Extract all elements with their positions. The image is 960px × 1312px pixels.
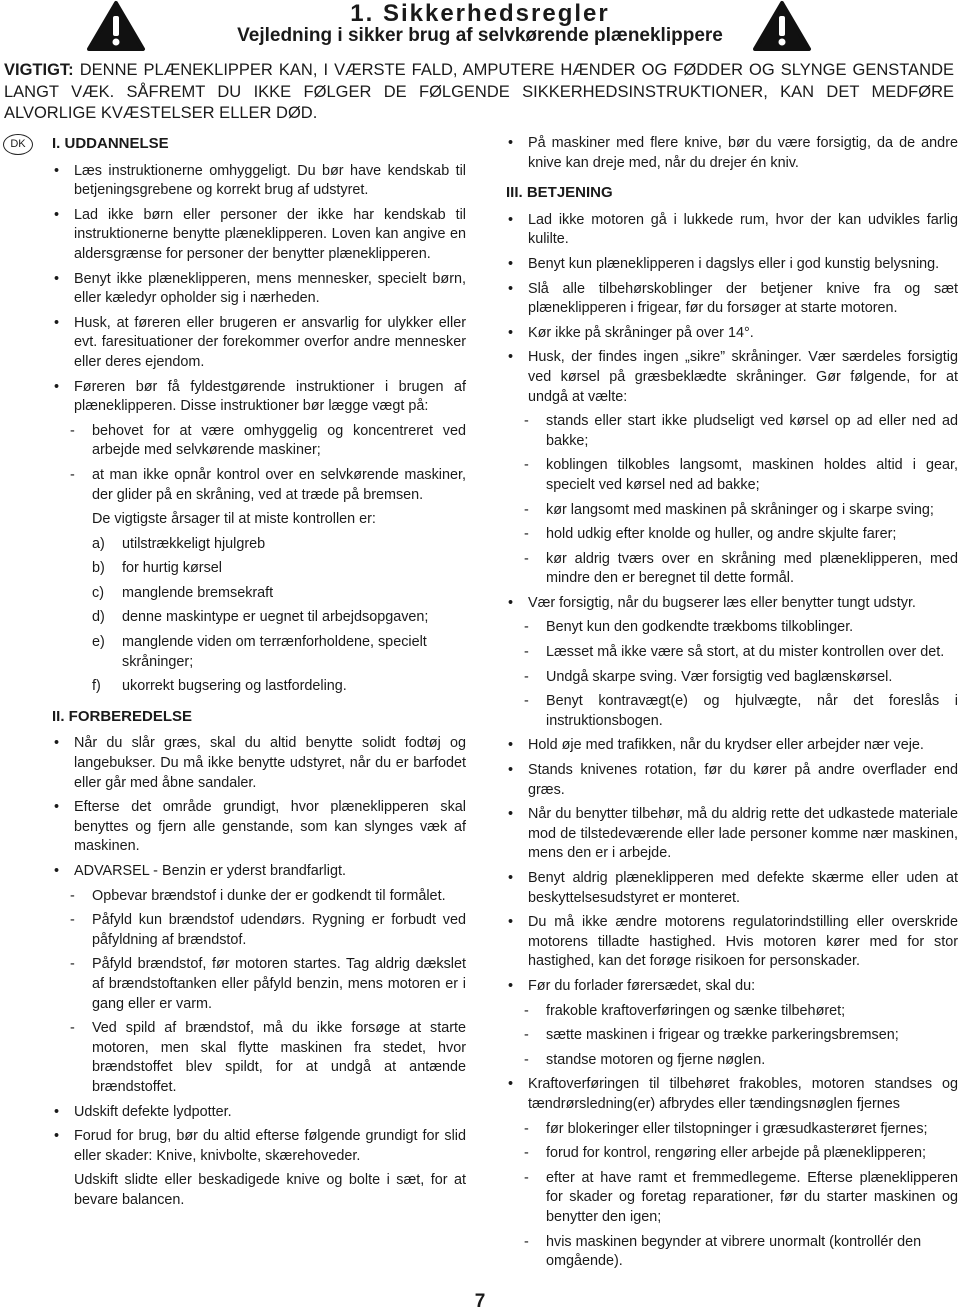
cause-marker: e) — [92, 634, 105, 651]
list-item: • Du må ikke ændre motorens regulatorindstilling eller overskride motorens tilladte hastighed. Hvis motoren kører med for stor hastighed, kan det forøge risikoen for personskader. — [506, 913, 958, 972]
left-column — [52, 134, 466, 1216]
page-subtitle: Vejledning i sikker brug af selvkørende plæneklippere — [237, 25, 723, 46]
dash-item: - kør aldrig tværs over en skråning med plæneklipperen, med mindre den er beregnet til dette formål. — [506, 550, 958, 589]
list-item: • Benyt aldrig plæneklipperen med defekte skærme eller uden at beskyttelsesudstyret er monteret. — [506, 869, 958, 908]
right-column — [506, 134, 958, 1277]
dash-item: - før blokeringer eller tilstopninger i græsudkasterøret fjernes; — [506, 1120, 958, 1140]
cause-marker: c) — [92, 584, 104, 601]
cause-marker: b) — [92, 560, 105, 577]
list-item: • Husk, der findes ingen „sikre” skråninger. Vær særdeles forsigtig ved kørsel på græsbeklædte skråninger. Gør følgende, for at undgå at vælte: — [506, 348, 958, 407]
causes-intro: De vigtigste årsager til at miste kontrollen er: — [92, 511, 376, 528]
dash-item: - at man ikke opnår kontrol over en selvkørende maskiner, der glider på en skråning, ved at træde på bremsen. — [52, 466, 466, 505]
dash-item: - stands eller start ikke pludseligt ved kørsel op ad eller ned ad bakke; — [506, 412, 958, 451]
dash-item: - Påfyld brændstof, før motoren startes. Tag aldrig dækslet af brændstoftanken eller påfyld benzin, mens motoren er i gang eller er varm. — [52, 955, 466, 1014]
dash-item: - efter at have ramt et fremmedlegeme. Efterse plæneklipperen for skader og foretag reparationer, før du starter maskinen og benytter den igen; — [506, 1169, 958, 1228]
cause-item — [52, 535, 466, 555]
page-header — [0, 0, 960, 56]
section-heading-betjening: III. BETJENING — [506, 184, 613, 202]
list-item: • Benyt ikke plæneklipperen, mens mennesker, specielt børn, eller kæledyr opholder sig i nærheden. — [52, 270, 466, 309]
list-item: • Føreren bør få fyldestgørende instruktioner i brugen af plæneklipperen. Disse instruktioner bør lægge vægt på: — [52, 378, 466, 417]
dash-item: - behovet for at være omhyggelig og koncentreret ved arbejde med selvkørende maskiner; — [52, 422, 466, 461]
warning-lead: VIGTIGT: — [4, 61, 74, 79]
dash-item: - forud for kontrol, rengøring eller arbejde på plæneklipperen; — [506, 1144, 958, 1164]
cause-item — [52, 633, 466, 672]
list-item: • Lad ikke børn eller personer der ikke har kendskab til instruktionerne benytte plæneklipperen. Loven kan angive en aldersgrænse for personer der benytter plæneklipperen. — [52, 206, 466, 265]
list-item: • Før du forlader førersædet, skal du: — [506, 977, 958, 997]
list-item: • Slå alle tilbehørskoblinger der betjener knive fra og sæt plæneklipperen i frigear, før du forsøger at starte motoren. — [506, 280, 958, 319]
cause-text: manglende bremsekraft — [122, 584, 274, 601]
dash-item: - Ved spild af brændstof, må du ikke forsøge at starte motoren, men skal flytte maskinen fra stedet, hvor brændstoffet blev spildt, for at undgå at antænde brændstoffet. — [52, 1019, 466, 1097]
list-item: • ADVARSEL - Benzin er yderst brandfarligt. — [52, 862, 466, 882]
dash-item: - hold udkig efter knolde og huller, og andre skjulte farer; — [506, 525, 958, 545]
cause-text: for hurtig kørsel — [122, 560, 222, 577]
list-item: • Kør ikke på skråninger på over 14°. — [506, 324, 958, 344]
cause-text: utilstrækkeligt hjulgreb — [122, 535, 266, 552]
cause-marker: f) — [92, 678, 101, 695]
cause-text: manglende viden om terrænforholdene, specielt skråninger; — [122, 634, 427, 670]
list-item: • Når du benytter tilbehør, må du aldrig rette det udkastede materiale mod de tilstedeværende eller lade personer komme nær maskinen, mens den er i arbejde. — [506, 805, 958, 864]
list-item: • Stands knivenes rotation, før du kører på andre overflader end græs. — [506, 761, 958, 800]
language-badge: DK — [3, 134, 33, 155]
dash-item: - Opbevar brændstof i dunke der er godkendt til formålet. — [52, 887, 466, 907]
dash-item: - kør langsomt med maskinen på skråninger og i skarpe sving; — [506, 501, 958, 521]
list-item: • Læs instruktionerne omhyggeligt. Du bør have kendskab til betjeningsgrebene og korrekt brug af udstyret. — [52, 162, 466, 201]
dash-item: - hvis maskinen begynder at vibrere unormalt (kontrollér den omgående). — [506, 1233, 958, 1272]
list-item: • Udskift defekte lydpotter. — [52, 1103, 466, 1123]
page-number: 7 — [474, 1291, 486, 1312]
list-item: • Efterse det område grundigt, hvor plæneklipperen skal benyttes og fjern alle genstande, som kan slynges væk af maskinen. — [52, 798, 466, 857]
cause-text: ukorrekt bugsering og lastfordeling. — [122, 678, 347, 695]
cause-item — [52, 584, 466, 604]
dash-item: - sætte maskinen i frigear og trække parkeringsbremsen; — [506, 1026, 958, 1046]
list-item: • Benyt kun plæneklipperen i dagslys eller i god kunstig belysning. — [506, 255, 958, 275]
list-item: • Forud for brug, bør du altid efterse følgende grundigt for slid eller skader: Knive, knivbolte, skærehoveder. — [52, 1127, 466, 1166]
list-item: • Kraftoverføringen til tilbehøret frakobles, motoren standses og tændrørsledning(er) afbrydes eller tændingsnøglen fjernes — [506, 1075, 958, 1114]
dash-item: - standse motoren og fjerne nøglen. — [506, 1051, 958, 1071]
section-heading-forberedelse: II. FORBEREDELSE — [52, 707, 193, 725]
cause-marker: d) — [92, 609, 105, 626]
dash-item: - Undgå skarpe sving. Vær forsigtig ved baglænskørsel. — [506, 668, 958, 688]
list-item-continuation: Udskift slidte eller beskadigede knive og bolte i sæt, for at bevare balancen. — [74, 1172, 466, 1208]
cause-marker: a) — [92, 535, 105, 552]
list-item: • På maskiner med flere knive, bør du være forsigtig, da de andre knive kan dreje med, når du drejer én kniv. — [506, 134, 958, 173]
list-item: • Lad ikke motoren gå i lukkede rum, hvor der kan udvikles farlig kulilte. — [506, 211, 958, 250]
warning-body: DENNE PLÆNEKLIPPER KAN, I VÆRSTE FALD, AMPUTERE HÆNDER OG FØDDER OG SLYNGE GENSTANDE LANGT VÆK. SÅFREMT DU IKKE FØLGER DE FØLGENDE SIKKERHEDSINSTRUKTIONER, KAN DET MEDFØRE ALVORLIGE KVÆSTELSER ELLER DØD. — [4, 61, 954, 122]
cause-item — [52, 677, 466, 697]
warning-paragraph — [4, 60, 954, 125]
section-heading-uddannelse: I. UDDANNELSE — [52, 135, 169, 152]
list-item: • Når du slår græs, skal du altid benytte solidt fodtøj og langebukser. Du må ikke benytte udstyret, når du er barfodet eller går med åbne sandaler. — [52, 734, 466, 793]
dash-item: - koblingen tilkobles langsomt, maskinen holdes altid i gear, specielt ved kørsel ned ad bakke; — [506, 456, 958, 495]
list-item: • Husk, at føreren eller brugeren er ansvarlig for ulykker eller evt. faresituationer der forekommer overfor andre mennesker eller deres ejendom. — [52, 314, 466, 373]
dash-item: - Benyt kontravægt(e) og hjulvægte, når det foreslås i instruktionsbogen. — [506, 692, 958, 731]
cause-item — [52, 559, 466, 579]
warning-triangle-icon — [752, 0, 812, 52]
dash-item: - frakoble kraftoverføringen og sænke tilbehøret; — [506, 1002, 958, 1022]
cause-item — [52, 608, 466, 628]
list-item: • Hold øje med trafikken, når du krydser eller arbejder nær veje. — [506, 736, 958, 756]
cause-text: denne maskintype er uegnet til arbejdsopgaven; — [122, 609, 429, 626]
dash-item: - Læsset må ikke være så stort, at du mister kontrollen over det. — [506, 643, 958, 663]
page-title: 1. Sikkerhedsregler — [350, 0, 610, 27]
dash-item: - Benyt kun den godkendte trækboms tilkoblinger. — [506, 618, 958, 638]
list-item: • Vær forsigtig, når du bugserer læs eller benytter tungt udstyr. — [506, 594, 958, 614]
dash-item: - Påfyld kun brændstof udendørs. Rygning er forbudt ved påfyldning af brændstof. — [52, 911, 466, 950]
